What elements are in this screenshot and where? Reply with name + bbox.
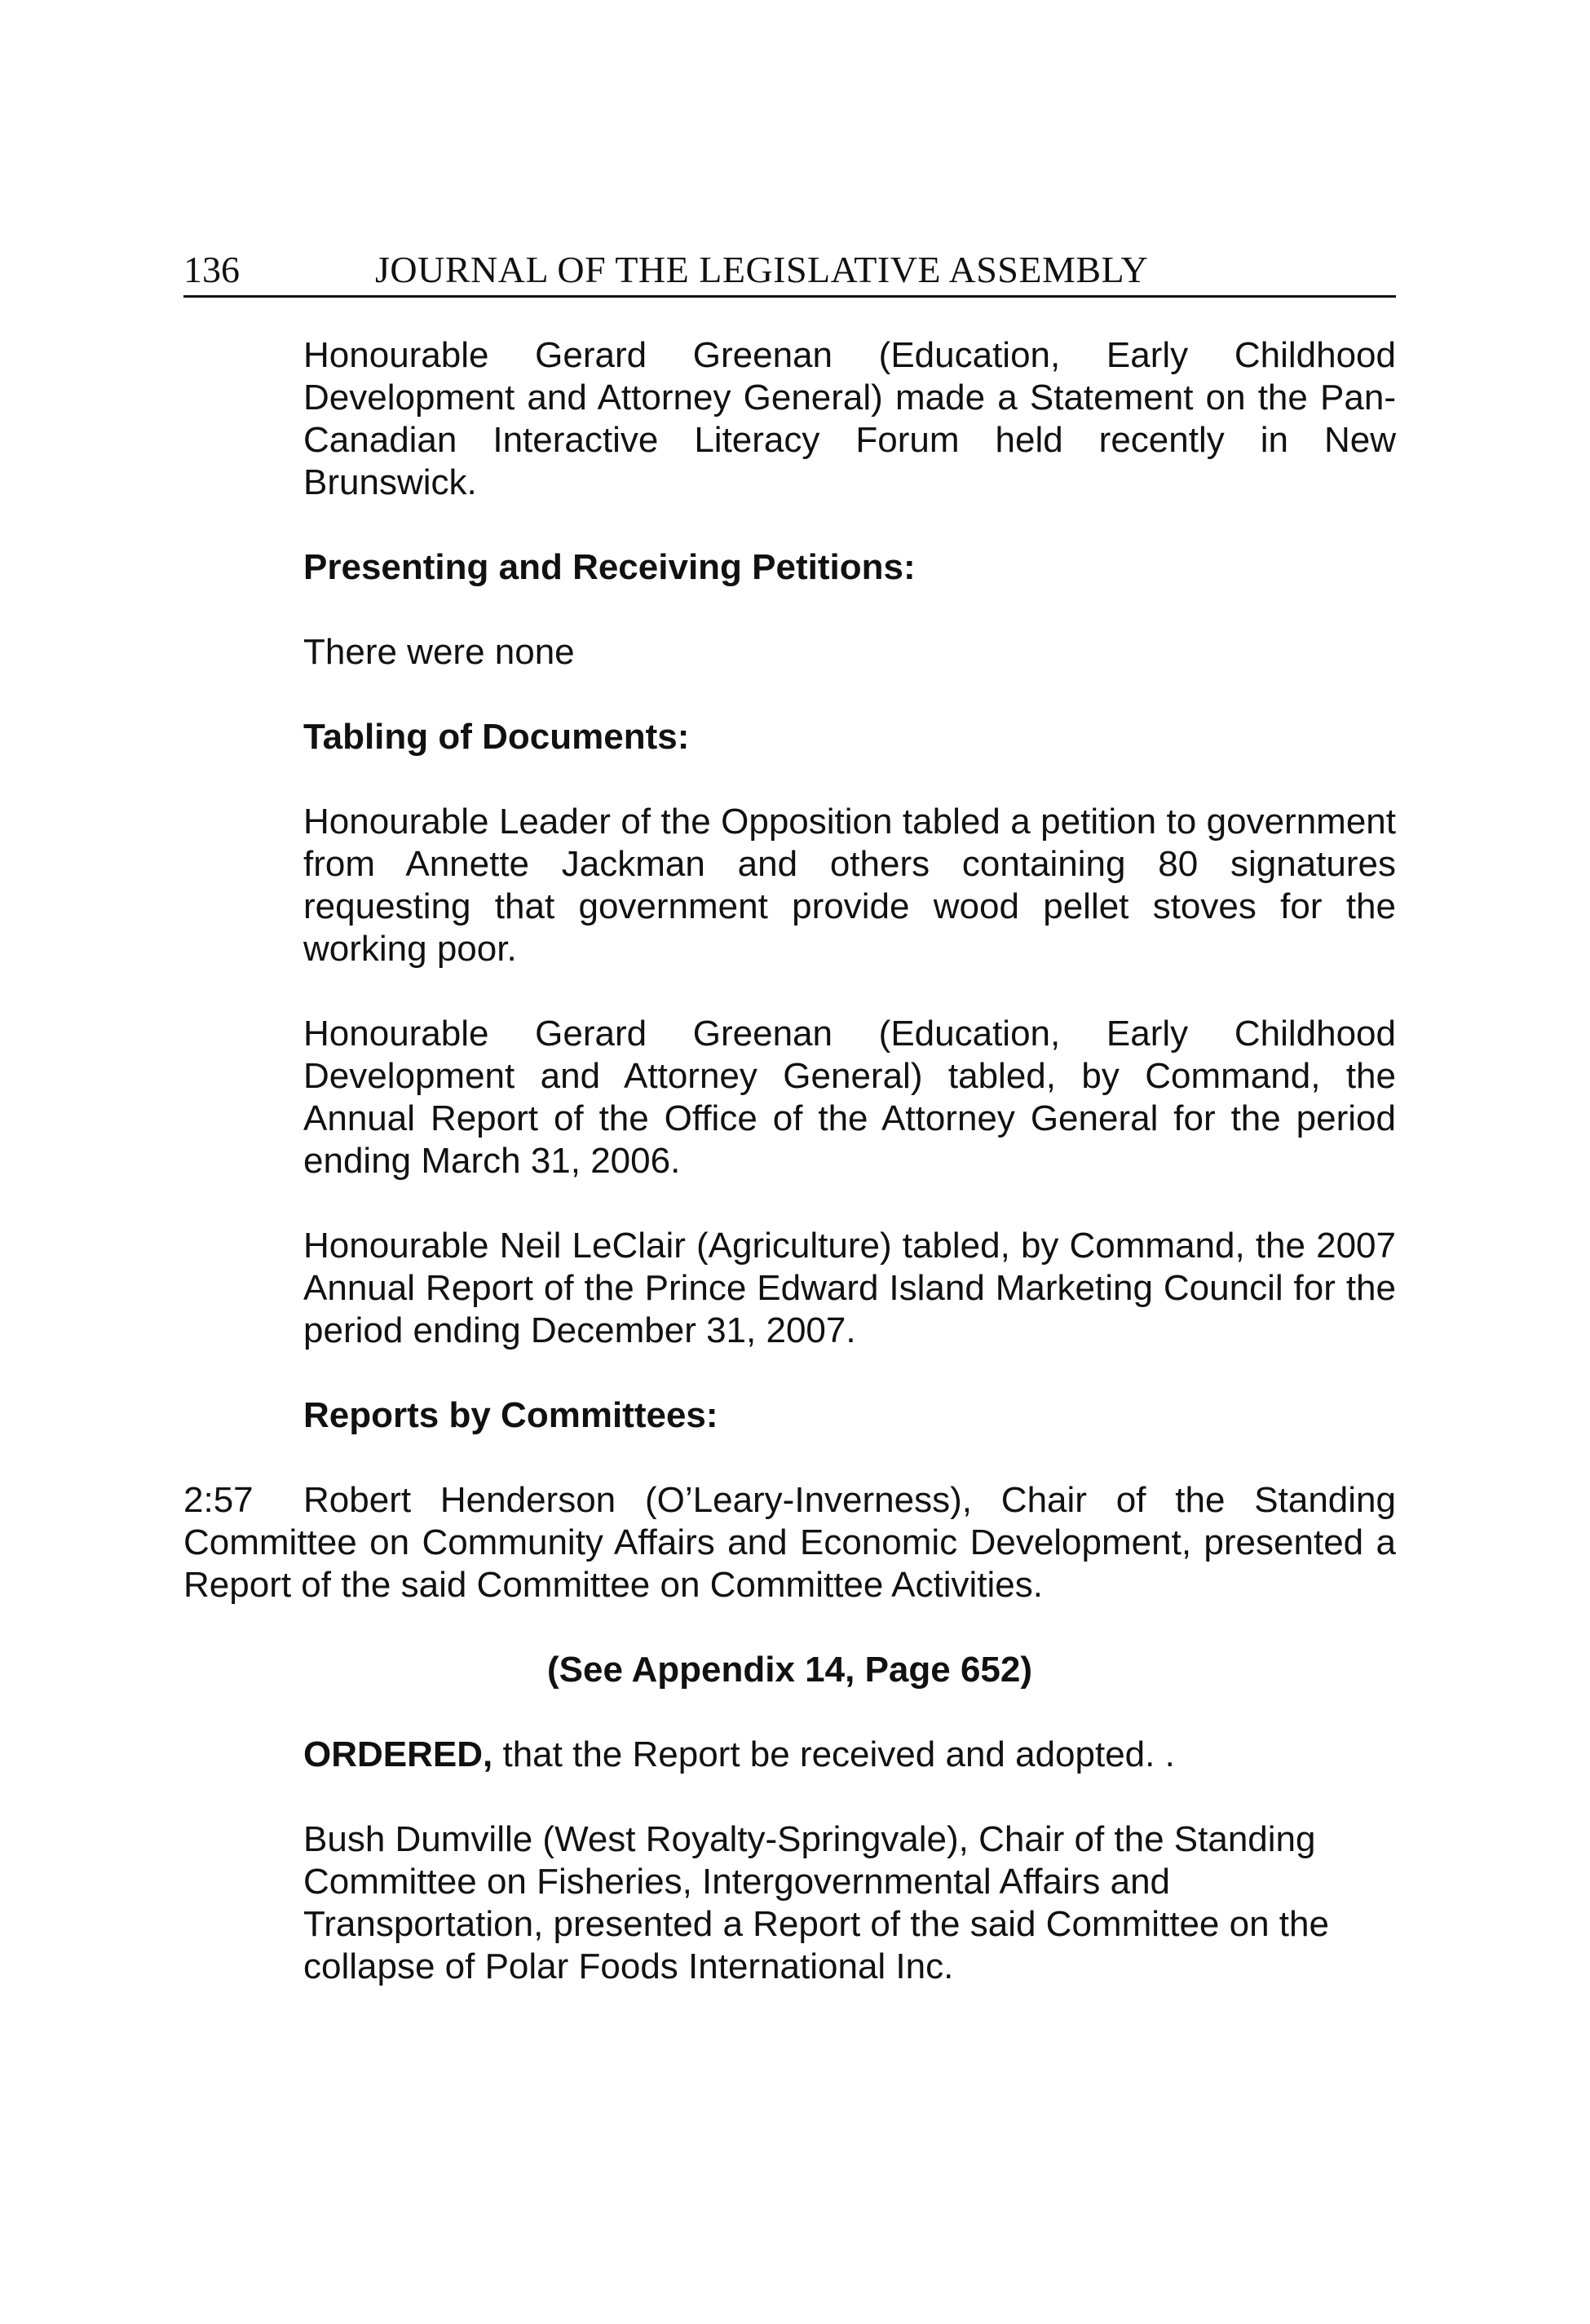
ordered-paragraph <box>303 1734 1396 1776</box>
committee-report-paragraph-1 <box>183 1479 1396 1606</box>
petitions-heading: Presenting and Receiving Petitions: <box>303 547 916 587</box>
committee-time: 2:57 <box>183 1480 254 1520</box>
journal-content <box>183 334 1396 2030</box>
petitions-text: There were none <box>303 632 575 672</box>
tabling-paragraph-3: Honourable Neil LeClair (Agriculture) tabled, by Command, the 2007 Annual Report of the Prince Edward Island Marketing Council for the period ending December 31, 2007. <box>303 1226 1396 1350</box>
tabling-heading: Tabling of Documents: <box>303 717 690 757</box>
tabling-paragraph-2: Honourable Gerard Greenan (Education, Early Childhood Development and Attorney General) tabled, by Command, the Annual Report of the Office of the Attorney General for the period ending March 31, 2006. <box>303 1014 1396 1181</box>
statement-paragraph: Honourable Gerard Greenan (Education, Early Childhood Development and Attorney General) made a Statement on the Pan-Canadian Interactive Literacy Forum held recently in New Brunswick. <box>303 335 1396 502</box>
tabling-paragraph-1: Honourable Leader of the Opposition tabled a petition to government from Annette Jackman and others containing 80 signatures requesting that government provide wood pellet stoves for the working poor. <box>303 802 1396 969</box>
page-number: 136 <box>183 249 240 290</box>
committee-report-paragraph-2: Bush Dumville (West Royalty-Springvale), Chair of the Standing Committee on Fisheries, Intergovernmental Affairs and Transportation, presented a Report of the said Committee on the collapse of Polar Foods International Inc. <box>303 1819 1329 1986</box>
ordered-text: that the Report be received and adopted. . <box>492 1734 1175 1774</box>
appendix-reference: (See Appendix 14, Page 652) <box>546 1650 1033 1690</box>
committees-heading: Reports by Committees: <box>303 1395 718 1435</box>
page-header <box>183 245 1396 298</box>
committee-report-text-1: Robert Henderson (O’Leary-Inverness), Chair of the Standing Committee on Community Affairs and Economic Development, presented a Report of the said Committee on Committee Activities. <box>183 1480 1396 1605</box>
ordered-label: ORDERED, <box>303 1734 493 1774</box>
journal-title: JOURNAL OF THE LEGISLATIVE ASSEMBLY <box>375 249 1149 290</box>
